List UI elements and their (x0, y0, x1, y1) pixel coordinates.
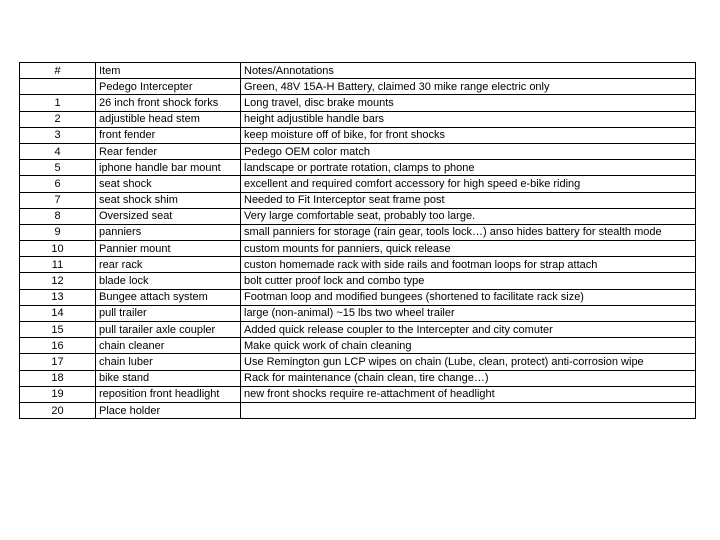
table-row (20, 127, 696, 143)
notes-cell: landscape or portrate rotation, clamps to phone (241, 160, 696, 176)
item-cell: seat shock shim (96, 192, 241, 208)
table-row (20, 402, 696, 418)
notes-cell: small panniers for storage (rain gear, tools lock…) anso hides battery for stealth mode (241, 224, 696, 240)
row-number-cell: 18 (20, 370, 96, 386)
table-row (20, 192, 696, 208)
row-number-cell: 14 (20, 305, 96, 321)
row-number-cell: 11 (20, 257, 96, 273)
notes-cell: bolt cutter proof lock and combo type (241, 273, 696, 289)
table-row (20, 143, 696, 159)
row-number-cell: 3 (20, 127, 96, 143)
parts-table (19, 62, 696, 419)
row-number-cell: 19 (20, 386, 96, 402)
table-row (20, 95, 696, 111)
table-row (20, 386, 696, 402)
notes-cell: Use Remington gun LCP wipes on chain (Lube, clean, protect) anti-corrosion wipe (241, 354, 696, 370)
table-row (20, 224, 696, 240)
table-row (20, 273, 696, 289)
row-number-cell: 13 (20, 289, 96, 305)
row-number-cell: 9 (20, 224, 96, 240)
notes-cell: new front shocks require re-attachment of headlight (241, 386, 696, 402)
header-row (20, 63, 696, 79)
row-number-cell: 16 (20, 338, 96, 354)
notes-cell: Pedego OEM color match (241, 143, 696, 159)
table-row (20, 289, 696, 305)
item-cell: Oversized seat (96, 208, 241, 224)
notes-cell (241, 402, 696, 418)
table-body (20, 63, 696, 419)
table-row (20, 354, 696, 370)
item-cell: adjustible head stem (96, 111, 241, 127)
notes-cell: excellent and required comfort accessory for high speed e-bike riding (241, 176, 696, 192)
table-row (20, 79, 696, 95)
item-cell: 26 inch front shock forks (96, 95, 241, 111)
notes-cell: Very large comfortable seat, probably too large. (241, 208, 696, 224)
item-cell: blade lock (96, 273, 241, 289)
notes-cell: keep moisture off of bike, for front shocks (241, 127, 696, 143)
notes-cell: Make quick work of chain cleaning (241, 338, 696, 354)
notes-cell: custom mounts for panniers, quick release (241, 241, 696, 257)
item-cell: pull trailer (96, 305, 241, 321)
parts-list-sheet (19, 62, 696, 419)
row-number-cell: 5 (20, 160, 96, 176)
table-row (20, 160, 696, 176)
item-cell: panniers (96, 224, 241, 240)
notes-cell: Footman loop and modified bungees (shortened to facilitate rack size) (241, 289, 696, 305)
table-row (20, 322, 696, 338)
item-cell: chain luber (96, 354, 241, 370)
header-number: # (20, 63, 96, 79)
item-cell: Bungee attach system (96, 289, 241, 305)
row-number-cell: 1 (20, 95, 96, 111)
item-cell: front fender (96, 127, 241, 143)
item-cell: Place holder (96, 402, 241, 418)
notes-cell: Added quick release coupler to the Intercepter and city comuter (241, 322, 696, 338)
notes-cell: Green, 48V 15A-H Battery, claimed 30 mike range electric only (241, 79, 696, 95)
table-row (20, 338, 696, 354)
row-number-cell: 12 (20, 273, 96, 289)
notes-cell: Needed to Fit Interceptor seat frame post (241, 192, 696, 208)
header-notes: Notes/Annotations (241, 63, 696, 79)
table-row (20, 305, 696, 321)
item-cell: reposition front headlight (96, 386, 241, 402)
row-number-cell: 7 (20, 192, 96, 208)
row-number-cell: 6 (20, 176, 96, 192)
item-cell: Rear fender (96, 143, 241, 159)
notes-cell: large (non-animal) ~15 lbs two wheel trailer (241, 305, 696, 321)
table-row (20, 257, 696, 273)
row-number-cell: 15 (20, 322, 96, 338)
row-number-cell: 8 (20, 208, 96, 224)
notes-cell: Rack for maintenance (chain clean, tire change…) (241, 370, 696, 386)
row-number-cell: 2 (20, 111, 96, 127)
row-number-cell: 10 (20, 241, 96, 257)
row-number-cell (20, 79, 96, 95)
item-cell: pull tarailer axle coupler (96, 322, 241, 338)
item-cell: iphone handle bar mount (96, 160, 241, 176)
row-number-cell: 17 (20, 354, 96, 370)
row-number-cell: 20 (20, 402, 96, 418)
table-row (20, 208, 696, 224)
notes-cell: height adjustible handle bars (241, 111, 696, 127)
item-cell: chain cleaner (96, 338, 241, 354)
header-item: Item (96, 63, 241, 79)
table-row (20, 370, 696, 386)
row-number-cell: 4 (20, 143, 96, 159)
notes-cell: custon homemade rack with side rails and footman loops for strap attach (241, 257, 696, 273)
table-row (20, 111, 696, 127)
item-cell: rear rack (96, 257, 241, 273)
item-cell: Pannier mount (96, 241, 241, 257)
notes-cell: Long travel, disc brake mounts (241, 95, 696, 111)
table-row (20, 241, 696, 257)
item-cell: seat shock (96, 176, 241, 192)
table-row (20, 176, 696, 192)
item-cell: bike stand (96, 370, 241, 386)
item-cell: Pedego Intercepter (96, 79, 241, 95)
